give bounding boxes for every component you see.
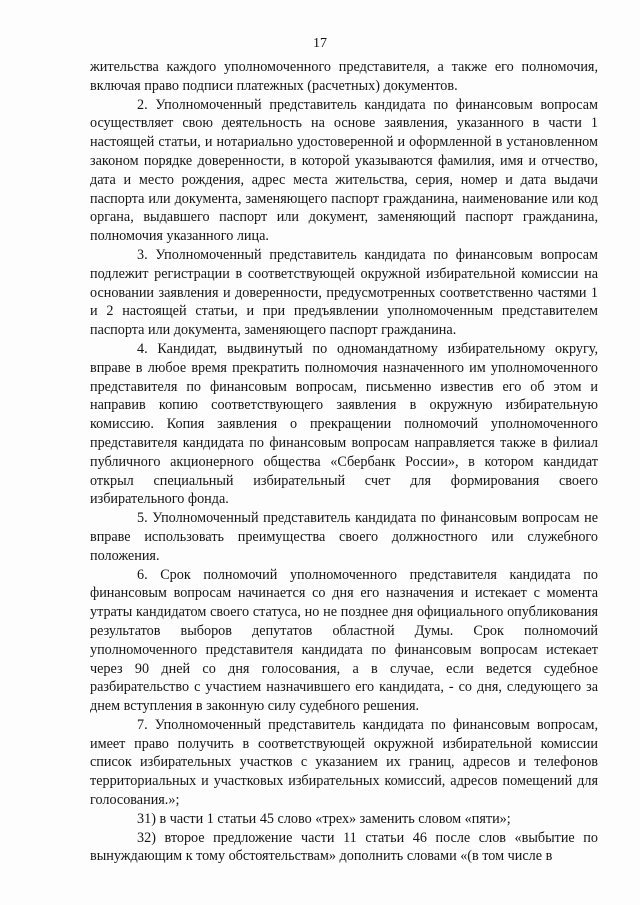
paragraph-4: 4. Кандидат, выдвинутый по одномандатному избирательному округу, вправе в любое время прекратить полномочия назначенного им уполномоченного представителя по финансовым вопросам, письменно известив его об этом и направив копию соответствующего заявления в окружную избирательную комиссию. Копия заявления о прекращении полномочий уполномоченного представителя кандидата по финансовым вопросам направляется также в филиал публичного акционерного общества «Сбербанк России», в котором кандидат открыл специальный избирательный счет для формирования своего избирательного фонда. bbox=[90, 340, 598, 508]
page-number: 17 bbox=[313, 36, 327, 51]
paragraph-6: 6. Срок полномочий уполномоченного представителя кандидата по финансовым вопросам начинается со дня его назначения и истекает с момента утраты кандидатом своего статуса, но не позднее дня официального опубликования результатов выборов депутатов областной Думы. Срок полномочий уполномоченного представителя кандидата по финансовым вопросам истекает через 90 дней со дня голосования, а в случае, если ведется судебное разбирательство с участием назначившего его кандидата, - со дня, следующего за днем вступления в законную силу судебного решения. bbox=[90, 566, 598, 715]
paragraph-2: 2. Уполномоченный представитель кандидата по финансовым вопросам осуществляет свою деятельность на основе заявления, указанного в части 1 настоящей статьи, и нотариально удостоверенной и оформленной в установленном законом порядке доверенности, в которой указываются фамилия, имя и отчество, дата и место рождения, адрес места жительства, серия, номер и дата выдачи паспорта или документа, заменяющего паспорт гражданина, наименование или код органа, выдавшего паспорт или документ, заменяющий паспорт гражданина, полномочия указанного лица. bbox=[90, 96, 598, 245]
amendment-31: 31) в части 1 статьи 45 слово «трех» заменить словом «пяти»; bbox=[137, 810, 511, 827]
paragraph-3: 3. Уполномоченный представитель кандидата по финансовым вопросам подлежит регистрации в соответствующей окружной избирательной комиссии на основании заявления и доверенности, предусмотренных соответственно частями 1 и 2 настоящей статьи, и при предъявлении уполномоченным представителем паспорта или документа, заменяющего паспорт гражданина. bbox=[90, 246, 598, 339]
paragraph-continuation: жительства каждого уполномоченного представителя, а также его полномочия, включая право подписи платежных (расчетных) документов. bbox=[90, 59, 598, 94]
amendment-32: 32) второе предложение части 11 статьи 46 после слов «выбытие по вынуждающим к тому обстоятельствам» дополнить словами «(в том числе в bbox=[90, 829, 598, 865]
paragraph-7: 7. Уполномоченный представитель кандидата по финансовым вопросам, имеет право получить в соответствующей окружной избирательной комиссии список избирательных участков с указанием их границ, адресов и телефонов территориальных и участковых избирательных комиссий, адресов помещений для голосования.»; bbox=[90, 716, 598, 809]
document-body bbox=[90, 58, 598, 866]
paragraph-5: 5. Уполномоченный представитель кандидата по финансовым вопросам не вправе использовать преимущества своего должностного или служебного положения. bbox=[90, 510, 598, 564]
